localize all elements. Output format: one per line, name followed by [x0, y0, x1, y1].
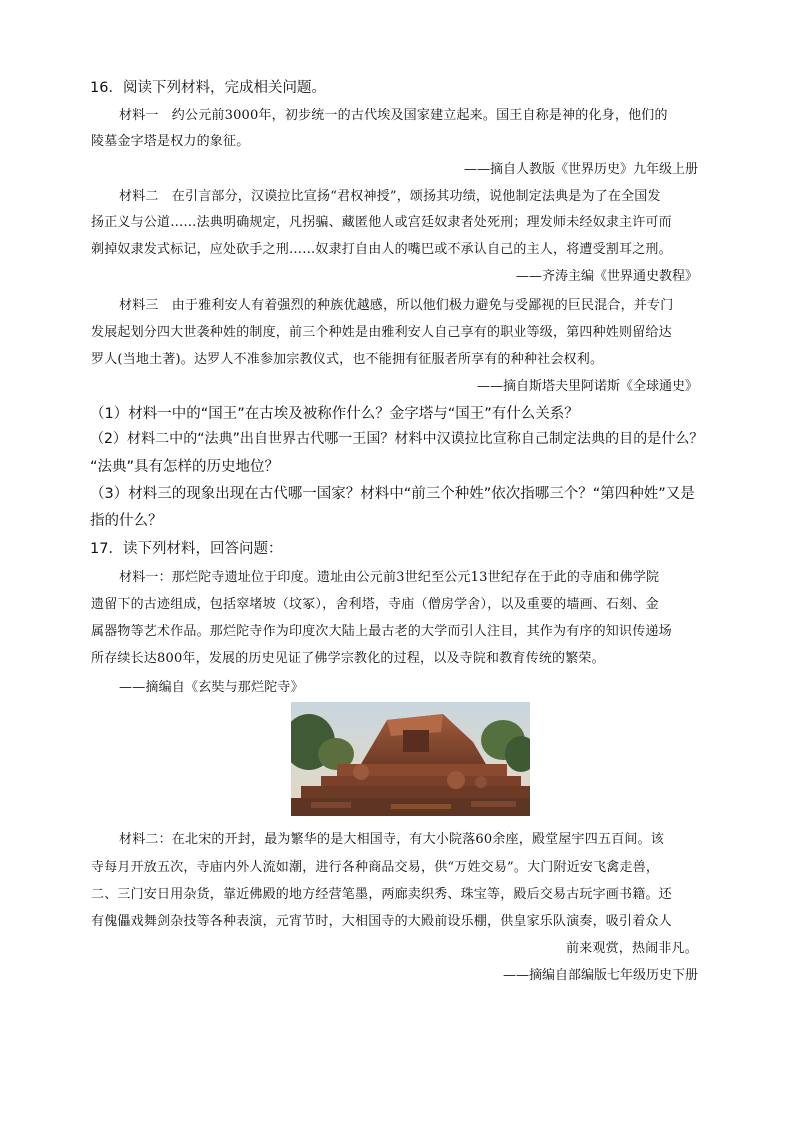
q17-material-1: 材料一：那烂陀寺遗址位于印度。遗址由公元前3世纪至公元13世纪存在于此的寺庙和佛学院 — [119, 570, 660, 585]
q17-material-1-cont: 所存续长达800年，发展的历史见证了佛学宗教化的过程，以及寺院和教育传统的繁荣。 — [91, 651, 605, 666]
q16-subquestion-2-cont: “法典”具有怎样的历史地位？ — [90, 459, 280, 475]
q16-subquestion-3: （3）材料三的现象出现在古代哪一国家？材料中“前三个种姓”依次指哪三个？“第四种姓”又是 — [90, 486, 695, 502]
q16-subquestion-3-cont: 指的什么？ — [90, 513, 163, 529]
q17-material-2-cont: 前来观赏，热闹非凡。 — [566, 941, 699, 956]
question-16-title: 16．阅读下列材料，完成相关问题。 — [90, 80, 326, 96]
q17-material-2-cont: 二、三门安日用杂货，靠近佛殿的地方经营笔墨，两廊卖织秀、珠宝等，殿后交易古玩字画书籍。还 — [91, 887, 672, 902]
q16-material-2: 材料二 在引言部分，汉谟拉比宣扬“君权神授”，颂扬其功绩，说他制定法典是为了在全国发 — [119, 189, 661, 204]
q16-subquestion-1: （1）材料一中的“国王”在古埃及被称作什么？金字塔与“国王”有什么关系？ — [90, 406, 579, 422]
q16-material-1: 材料一 约公元前3000年，初步统一的古代埃及国家建立起来。国王自称是神的化身，他们的 — [119, 108, 668, 123]
q17-material-2-cont: 寺每月开放五次，寺庙内外人流如潮，进行各种商品交易，供“万姓交易”。大门附近安飞禽走兽， — [91, 860, 660, 875]
q16-material-3: 材料三 由于雅利安人有着强烈的种族优越感，所以他们极力避免与受鄙视的巨民混合，并专门 — [119, 298, 674, 313]
q17-material-2: 材料二：在北宋的开封，最为繁华的是大相国寺，有大小院落60余座，殿堂屋宇四五百间。该 — [119, 832, 664, 847]
q16-material-2-cont: 扬正义与公道……法典明确规定，凡拐骗、藏匿他人或宫廷奴隶者处死刑；理发师未经奴隶主许可而 — [91, 215, 672, 230]
q17-material-1-cont: 遗留下的古迹组成，包括窣堵坡（坟冢），舍利塔，寺庙（僧房学舍），以及重要的墙画、石刻、金 — [91, 597, 659, 612]
q16-material-3-source: ——摘自斯塔夫里阿诺斯《全球通史》 — [476, 379, 698, 394]
q17-material-2-cont: 有傀儡戏舞剑杂技等各种表演，元宵节时，大相国寺的大殿前设乐棚，供皇家乐队演奏，吸引着众人 — [91, 914, 672, 929]
q16-material-1-cont: 陵墓金字塔是权力的象征。 — [91, 134, 250, 149]
question-17-title: 17．读下列材料，回答问题： — [90, 541, 283, 557]
q16-material-3-cont: 罗人(当地土著)。达罗人不准参加宗教仪式，也不能拥有征服者所享有的种种社会权利。 — [91, 352, 604, 367]
q16-material-3-cont: 发展起划分四大世袭种姓的制度，前三个种姓是由雅利安人自己享有的职业等级，第四种姓则留给达 — [91, 325, 672, 340]
q17-material-2-source: ——摘编自部编版七年级历史下册 — [502, 968, 698, 983]
q16-subquestion-2: （2）材料二中的“法典”出自世界古代哪一王国？材料中汉谟拉比宣称自己制定法典的目的是什么？ — [90, 431, 704, 447]
q16-material-2-cont: 剃掉奴隶发式标记，应处砍手之刑……奴隶打自由人的嘴巴或不承认自己的主人，将遭受割耳之刑。 — [91, 242, 672, 257]
q16-material-1-source: ——摘自人教版《世界历史》九年级上册 — [463, 162, 698, 177]
q16-material-2-source: ——齐涛主编《世界通史教程》 — [515, 269, 698, 284]
q17-material-1-source: ——摘编自《玄奘与那烂陀寺》 — [119, 680, 304, 695]
q17-material-1-cont: 属器物等艺术作品。那烂陀寺作为印度次大陆上最古老的大学而引人注目，其作为有序的知识传递场 — [91, 624, 672, 639]
nalanda-ruins-photo — [291, 702, 530, 816]
